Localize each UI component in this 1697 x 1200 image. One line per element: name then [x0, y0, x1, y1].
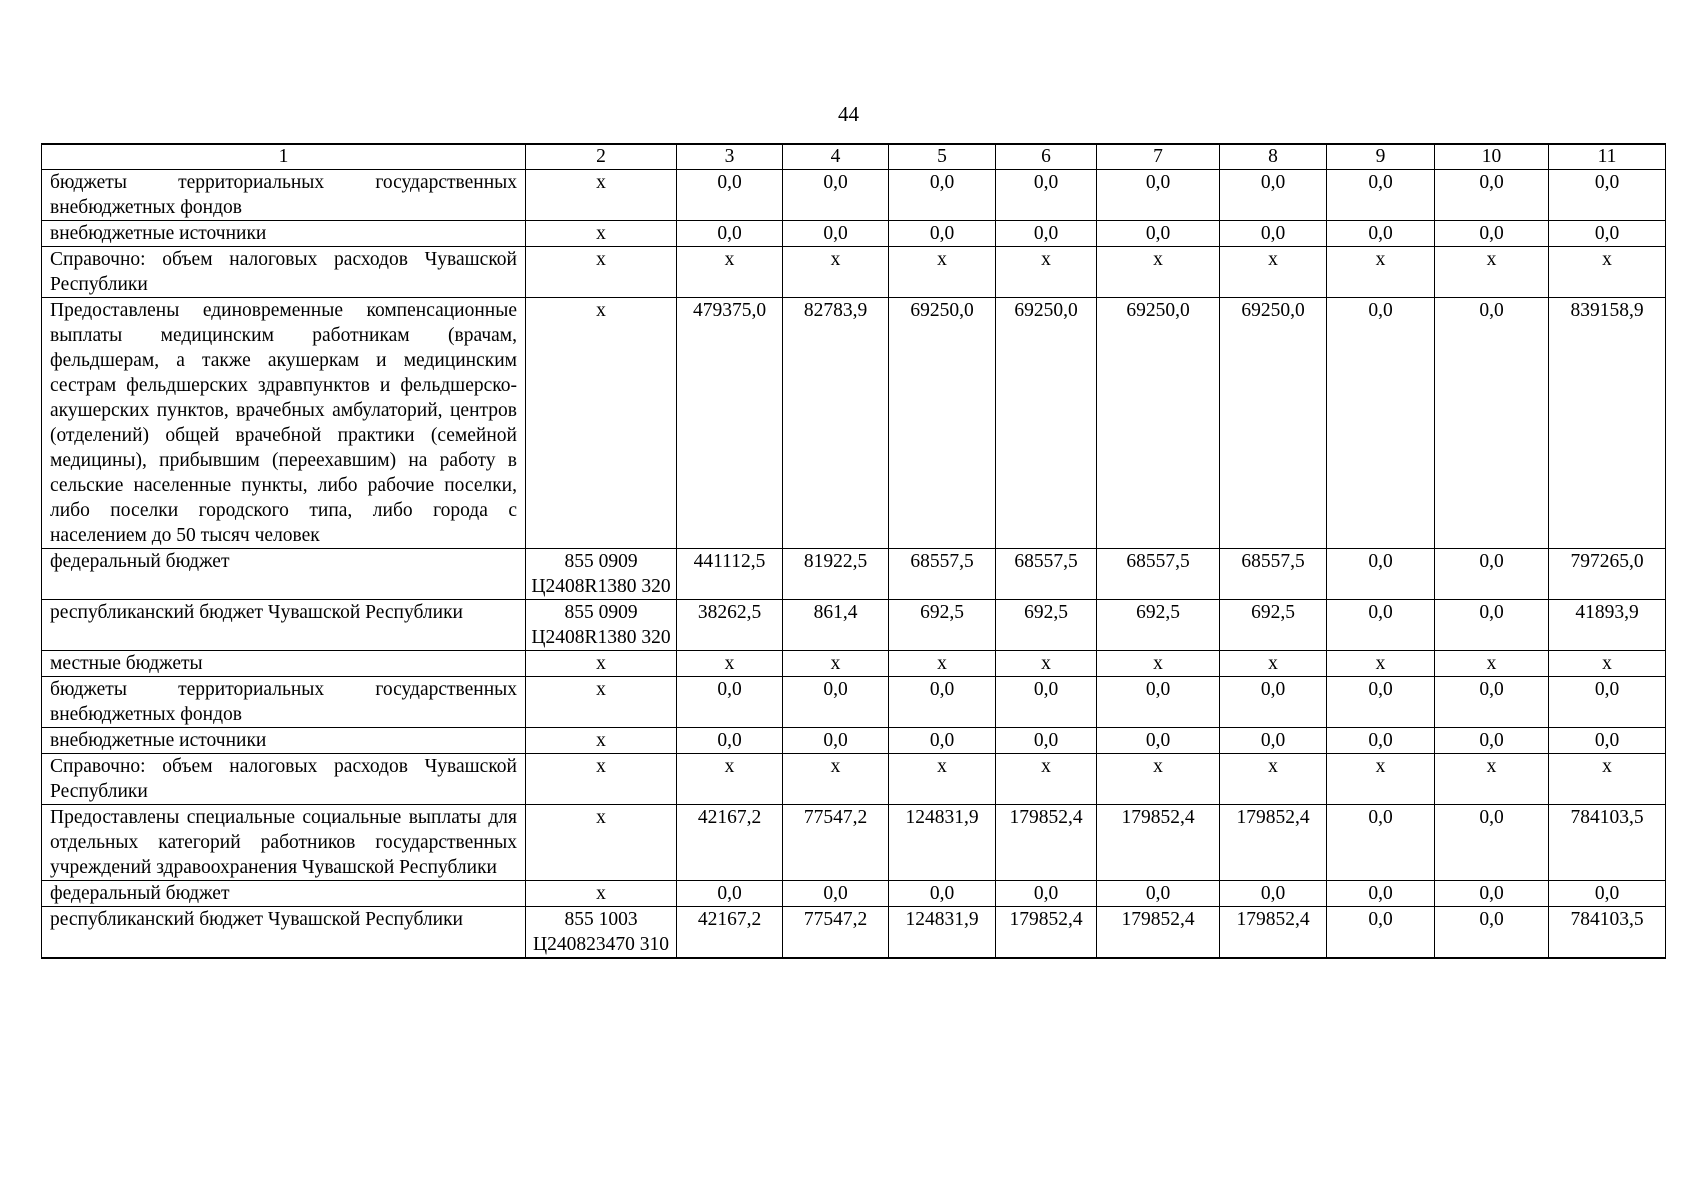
value-cell: 0,0: [1220, 221, 1327, 247]
row-label: федеральный бюджет: [42, 881, 526, 907]
budget-code: x: [526, 881, 677, 907]
column-number: 6: [996, 144, 1097, 170]
table-row: [42, 881, 1666, 907]
value-cell: x: [1549, 754, 1666, 805]
value-cell: 0,0: [889, 728, 996, 754]
value-cell: 179852,4: [996, 907, 1097, 959]
value-cell: 0,0: [996, 170, 1097, 221]
value-cell: x: [1549, 651, 1666, 677]
budget-code: x: [526, 298, 677, 549]
budget-code: x: [526, 651, 677, 677]
value-cell: 0,0: [1327, 805, 1435, 881]
value-cell: 692,5: [1220, 600, 1327, 651]
value-cell: 42167,2: [677, 805, 783, 881]
value-cell: 0,0: [1435, 549, 1549, 600]
value-cell: 0,0: [996, 881, 1097, 907]
value-cell: 839158,9: [1549, 298, 1666, 549]
value-cell: 0,0: [783, 728, 889, 754]
value-cell: x: [1327, 651, 1435, 677]
value-cell: 861,4: [783, 600, 889, 651]
column-number: 2: [526, 144, 677, 170]
value-cell: 0,0: [1097, 677, 1220, 728]
column-number: 3: [677, 144, 783, 170]
value-cell: x: [677, 247, 783, 298]
value-cell: 0,0: [1549, 677, 1666, 728]
value-cell: 0,0: [889, 677, 996, 728]
value-cell: 441112,5: [677, 549, 783, 600]
value-cell: 69250,0: [1097, 298, 1220, 549]
value-cell: 179852,4: [1220, 907, 1327, 959]
value-cell: x: [1097, 754, 1220, 805]
column-number: 11: [1549, 144, 1666, 170]
budget-code: 855 0909 Ц2408R1380 320: [526, 600, 677, 651]
value-cell: x: [1435, 651, 1549, 677]
value-cell: 38262,5: [677, 600, 783, 651]
value-cell: 69250,0: [996, 298, 1097, 549]
value-cell: x: [1220, 247, 1327, 298]
table-row: [42, 549, 1666, 600]
value-cell: x: [1097, 247, 1220, 298]
value-cell: 179852,4: [996, 805, 1097, 881]
table-row: [42, 298, 1666, 549]
value-cell: x: [783, 247, 889, 298]
value-cell: 0,0: [1549, 881, 1666, 907]
row-label: Справочно: объем налоговых расходов Чувашской Республики: [42, 247, 526, 298]
budget-code: x: [526, 677, 677, 728]
value-cell: x: [1435, 247, 1549, 298]
value-cell: 124831,9: [889, 805, 996, 881]
value-cell: 0,0: [677, 221, 783, 247]
value-cell: 0,0: [1435, 881, 1549, 907]
table-row: [42, 677, 1666, 728]
value-cell: 0,0: [1549, 221, 1666, 247]
row-label: бюджеты территориальных государственных внебюджетных фондов: [42, 677, 526, 728]
value-cell: 179852,4: [1097, 907, 1220, 959]
value-cell: 124831,9: [889, 907, 996, 959]
value-cell: 0,0: [889, 881, 996, 907]
value-cell: 784103,5: [1549, 907, 1666, 959]
value-cell: 0,0: [1549, 170, 1666, 221]
value-cell: 77547,2: [783, 805, 889, 881]
value-cell: 42167,2: [677, 907, 783, 959]
value-cell: 0,0: [996, 677, 1097, 728]
value-cell: 41893,9: [1549, 600, 1666, 651]
budget-code: 855 1003 Ц240823470 310: [526, 907, 677, 959]
value-cell: 0,0: [783, 221, 889, 247]
value-cell: 0,0: [1327, 549, 1435, 600]
table-row: [42, 907, 1666, 959]
table-row: [42, 754, 1666, 805]
value-cell: 0,0: [1435, 805, 1549, 881]
table-row: [42, 805, 1666, 881]
value-cell: x: [783, 651, 889, 677]
value-cell: 0,0: [1327, 907, 1435, 959]
value-cell: 0,0: [1097, 170, 1220, 221]
budget-code: x: [526, 754, 677, 805]
value-cell: x: [1097, 651, 1220, 677]
row-label: Справочно: объем налоговых расходов Чувашской Республики: [42, 754, 526, 805]
value-cell: 692,5: [996, 600, 1097, 651]
budget-code: x: [526, 805, 677, 881]
value-cell: 179852,4: [1220, 805, 1327, 881]
value-cell: 0,0: [677, 881, 783, 907]
budget-code: x: [526, 170, 677, 221]
value-cell: x: [1220, 651, 1327, 677]
value-cell: x: [1435, 754, 1549, 805]
value-cell: 0,0: [1435, 600, 1549, 651]
value-cell: x: [1327, 247, 1435, 298]
value-cell: 68557,5: [1097, 549, 1220, 600]
value-cell: 0,0: [1435, 728, 1549, 754]
value-cell: x: [1327, 754, 1435, 805]
value-cell: 0,0: [1435, 677, 1549, 728]
value-cell: 692,5: [1097, 600, 1220, 651]
value-cell: 0,0: [1327, 170, 1435, 221]
table-row: [42, 247, 1666, 298]
value-cell: x: [996, 754, 1097, 805]
table-row: [42, 728, 1666, 754]
value-cell: 0,0: [677, 170, 783, 221]
row-label: республиканский бюджет Чувашской Республики: [42, 907, 526, 959]
column-number: 8: [1220, 144, 1327, 170]
value-cell: x: [677, 651, 783, 677]
column-number-row: [42, 144, 1666, 170]
value-cell: 0,0: [1097, 881, 1220, 907]
value-cell: 0,0: [783, 881, 889, 907]
row-label: федеральный бюджет: [42, 549, 526, 600]
value-cell: 784103,5: [1549, 805, 1666, 881]
column-number: 4: [783, 144, 889, 170]
column-number: 10: [1435, 144, 1549, 170]
value-cell: 0,0: [1327, 881, 1435, 907]
value-cell: 0,0: [996, 221, 1097, 247]
value-cell: 0,0: [1220, 728, 1327, 754]
value-cell: 0,0: [783, 677, 889, 728]
value-cell: 0,0: [677, 728, 783, 754]
value-cell: 0,0: [996, 728, 1097, 754]
value-cell: 0,0: [889, 221, 996, 247]
table-body: [42, 170, 1666, 959]
value-cell: 69250,0: [1220, 298, 1327, 549]
value-cell: 0,0: [1327, 298, 1435, 549]
value-cell: x: [677, 754, 783, 805]
value-cell: 0,0: [1435, 907, 1549, 959]
value-cell: 179852,4: [1097, 805, 1220, 881]
budget-code: x: [526, 247, 677, 298]
value-cell: 0,0: [1549, 728, 1666, 754]
value-cell: 0,0: [1220, 677, 1327, 728]
value-cell: x: [996, 247, 1097, 298]
table-row: [42, 170, 1666, 221]
value-cell: 797265,0: [1549, 549, 1666, 600]
page-number: 44: [838, 102, 859, 126]
value-cell: 0,0: [1097, 728, 1220, 754]
value-cell: 0,0: [1435, 170, 1549, 221]
value-cell: x: [889, 247, 996, 298]
value-cell: 479375,0: [677, 298, 783, 549]
column-number: 7: [1097, 144, 1220, 170]
value-cell: 0,0: [1097, 221, 1220, 247]
row-label: республиканский бюджет Чувашской Республики: [42, 600, 526, 651]
column-number: 5: [889, 144, 996, 170]
budget-code: 855 0909 Ц2408R1380 320: [526, 549, 677, 600]
value-cell: 0,0: [1435, 298, 1549, 549]
value-cell: 0,0: [1220, 881, 1327, 907]
value-cell: 0,0: [1435, 221, 1549, 247]
value-cell: 0,0: [1327, 221, 1435, 247]
value-cell: 0,0: [677, 677, 783, 728]
value-cell: 68557,5: [889, 549, 996, 600]
column-number: 9: [1327, 144, 1435, 170]
table-row: [42, 651, 1666, 677]
value-cell: 69250,0: [889, 298, 996, 549]
value-cell: 692,5: [889, 600, 996, 651]
value-cell: 81922,5: [783, 549, 889, 600]
value-cell: 0,0: [1327, 677, 1435, 728]
row-label: внебюджетные источники: [42, 728, 526, 754]
value-cell: 77547,2: [783, 907, 889, 959]
value-cell: x: [889, 754, 996, 805]
value-cell: 0,0: [889, 170, 996, 221]
value-cell: x: [1549, 247, 1666, 298]
value-cell: x: [783, 754, 889, 805]
table-row: [42, 221, 1666, 247]
value-cell: x: [996, 651, 1097, 677]
value-cell: 0,0: [783, 170, 889, 221]
value-cell: 82783,9: [783, 298, 889, 549]
value-cell: x: [889, 651, 996, 677]
value-cell: x: [1220, 754, 1327, 805]
row-label: бюджеты территориальных государственных внебюджетных фондов: [42, 170, 526, 221]
value-cell: 68557,5: [1220, 549, 1327, 600]
value-cell: 0,0: [1327, 728, 1435, 754]
budget-code: x: [526, 221, 677, 247]
budget-code: x: [526, 728, 677, 754]
value-cell: 0,0: [1220, 170, 1327, 221]
value-cell: 0,0: [1327, 600, 1435, 651]
table-row: [42, 600, 1666, 651]
row-label: Предоставлены специальные социальные выплаты для отдельных категорий работников государственных учреждений здравоохранения Чувашской Республики: [42, 805, 526, 881]
value-cell: 68557,5: [996, 549, 1097, 600]
row-label: Предоставлены единовременные компенсационные выплаты медицинским работникам (врачам, фельдшерам, а также акушеркам и медицинским сестрам фельдшерских здравпунктов и фельдшерско-акушерских пунктов, врачебных амбулаторий, центров (отделений) общей врачебной практики (семейной медицины), прибывшим (переехавшим) на работу в сельские населенные пункты, либо рабочие поселки, либо поселки городского типа, либо города с населением до 50 тысяч человек: [42, 298, 526, 549]
budget-table: [41, 143, 1666, 959]
row-label: местные бюджеты: [42, 651, 526, 677]
column-number: 1: [42, 144, 526, 170]
row-label: внебюджетные источники: [42, 221, 526, 247]
